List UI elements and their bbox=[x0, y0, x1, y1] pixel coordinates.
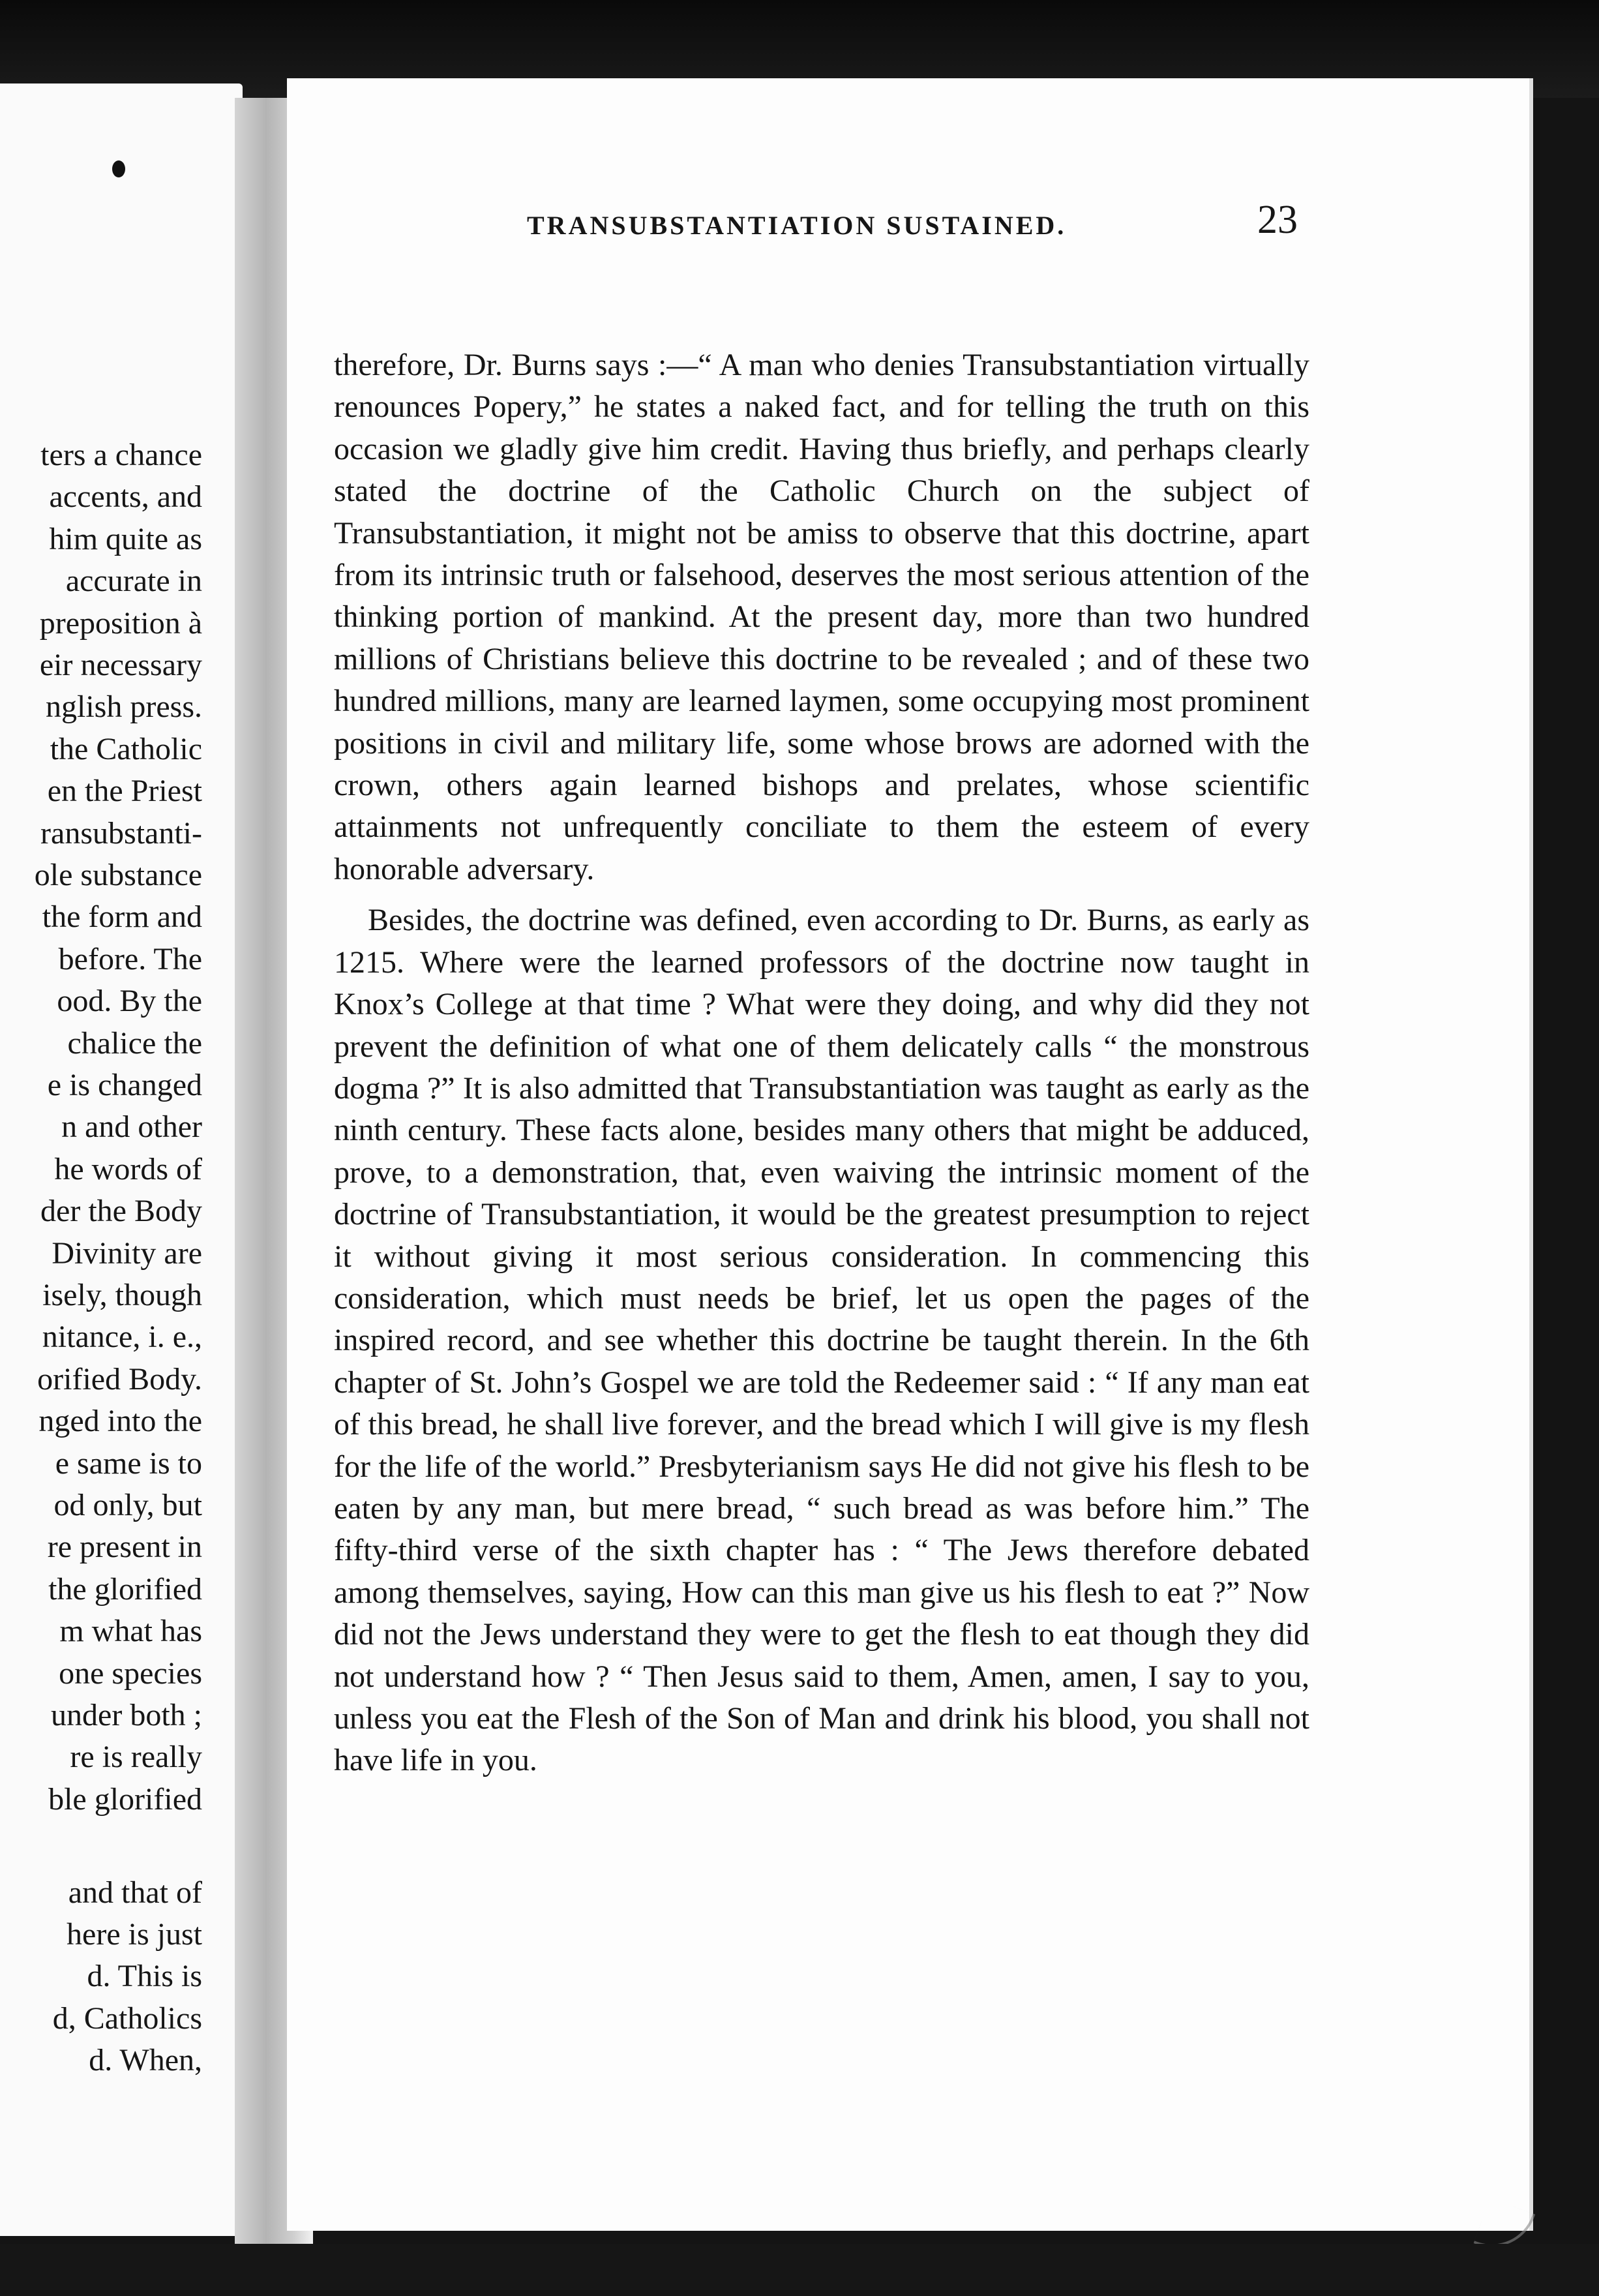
facing-page-line: orified Body. bbox=[37, 1361, 202, 1397]
facing-page-line: n and other bbox=[61, 1110, 202, 1145]
facing-page-line: ble glorified bbox=[48, 1781, 202, 1817]
facing-page-line: nitance, i. e., bbox=[42, 1320, 202, 1355]
facing-page-line: re is really bbox=[70, 1740, 202, 1775]
facing-page-line: d, Catholics bbox=[52, 2001, 202, 2036]
facing-page-line: accurate in bbox=[65, 564, 202, 599]
paragraph: therefore, Dr. Burns says :—“ A man who denies Transubstantiation virtually renounces Popery,” he states a naked fact, and for telling the truth on this occasion we gladly give him credit. Having thus briefly, and perhaps clearly stated the doctrine of the Catholic Church on the subject of Transubstantiation, it might not be amiss to observe that this doctrine, apart from its intrinsic truth or falsehood, deserves the most serious attention of the thinking portion of mankind. At the present day, more than two hundred millions of Christians believe this doctrine to be revealed ; and of these two hundred millions, many are learned laymen, some occupying most prominent positions in civil and military life, some whose brows are adorned with the crown, others again learned bishops and prelates, whose scientific attainments not unfrequently conciliate to them the esteem of every honorable adversary. bbox=[334, 348, 1309, 886]
facing-page-line: isely, though bbox=[42, 1278, 202, 1312]
facing-page-line: accents, and bbox=[49, 479, 202, 515]
facing-page-line: chalice the bbox=[67, 1025, 202, 1061]
facing-page-line: he words of bbox=[54, 1151, 202, 1186]
facing-page-line: re present in bbox=[47, 1530, 202, 1565]
facing-page-line: here is just bbox=[67, 1917, 202, 1952]
facing-page-line: e is changed bbox=[47, 1068, 202, 1102]
facing-page-line: od only, but bbox=[53, 1488, 202, 1522]
running-head: TRANSUBSTANTIATION SUSTAINED. bbox=[527, 211, 1067, 240]
facing-page-line: der the Body bbox=[40, 1194, 202, 1229]
facing-page-line: the form and bbox=[42, 899, 202, 935]
facing-page-line: m what has bbox=[59, 1614, 202, 1649]
facing-page-line: before. The bbox=[58, 941, 202, 976]
facing-page-line: and that of bbox=[68, 1875, 202, 1910]
facing-page-line: e same is to bbox=[55, 1445, 202, 1481]
facing-page-line: the Catholic bbox=[50, 731, 202, 766]
facing-page-line: eir necessary bbox=[39, 648, 202, 682]
facing-page-line: en the Priest bbox=[47, 774, 202, 809]
facing-page-line: nglish press. bbox=[46, 689, 202, 725]
facing-page-line: d. When, bbox=[89, 2043, 202, 2078]
page-number: 23 bbox=[1257, 198, 1298, 242]
facing-page-line: the glorified bbox=[48, 1571, 202, 1607]
facing-page-line: ood. By the bbox=[57, 984, 202, 1019]
facing-page-line: nged into the bbox=[38, 1404, 202, 1439]
facing-page-left bbox=[0, 83, 243, 2236]
facing-page-line: d. This is bbox=[87, 1959, 202, 1994]
facing-page-line: ransubstanti- bbox=[40, 815, 202, 851]
facing-page-line: preposition à bbox=[39, 605, 202, 641]
facing-page-line: ole substance bbox=[34, 858, 202, 892]
facing-page-line: under both ; bbox=[51, 1698, 202, 1732]
facing-page-line: him quite as bbox=[49, 521, 202, 556]
paragraph: Besides, the doctrine was defined, even according to Dr. Burns, as early as 1215. Where were the learned professors of the doctrine now taught in Knox’s College at that time ? What were they doing, and why did they not prevent the definition of what one of them delicately calls “ the monstrous dogma ?” It is also admitted that Transubstantiation was taught as early as the ninth century. These facts alone, besides many others that might be adduced, prove, to a demonstration, that, even waiving the intrinsic moment of the doctrine of Transubstantiation, it would be the greatest presumption to reject it without giving it most serious consideration. In commencing this consideration, which must needs be brief, let us open the pages of the inspired record, and see whether this doctrine be taught therein. In the 6th chapter of St. John’s Gospel we are told the Redeemer said : “ If any man eat of this bread, he shall live forever, and the bread which I will give is my flesh for the life of the world.” Presbyterianism says He did not give his flesh to be eaten by any man, but mere bread, “ such bread as was before him.” The fifty-third verse of the sixth chapter has : “ The Jews therefore debated among themselves, saying, How can this man give us his flesh to eat ?” Now did not the Jews understand they were to get the flesh to eat though they did not understand how ? “ Then Jesus said to them, Amen, amen, I say to you, unless you eat the Flesh of the Son of Man and drink his blood, you shall not have life in you. bbox=[334, 903, 1309, 1778]
scan-background-bottom bbox=[0, 2244, 1599, 2296]
ink-mark bbox=[112, 160, 125, 177]
body-text bbox=[334, 344, 1309, 1782]
facing-page-line: Divinity are bbox=[52, 1235, 202, 1271]
facing-page-line: ters a chance bbox=[40, 438, 202, 472]
facing-page-line: one species bbox=[59, 1655, 202, 1691]
